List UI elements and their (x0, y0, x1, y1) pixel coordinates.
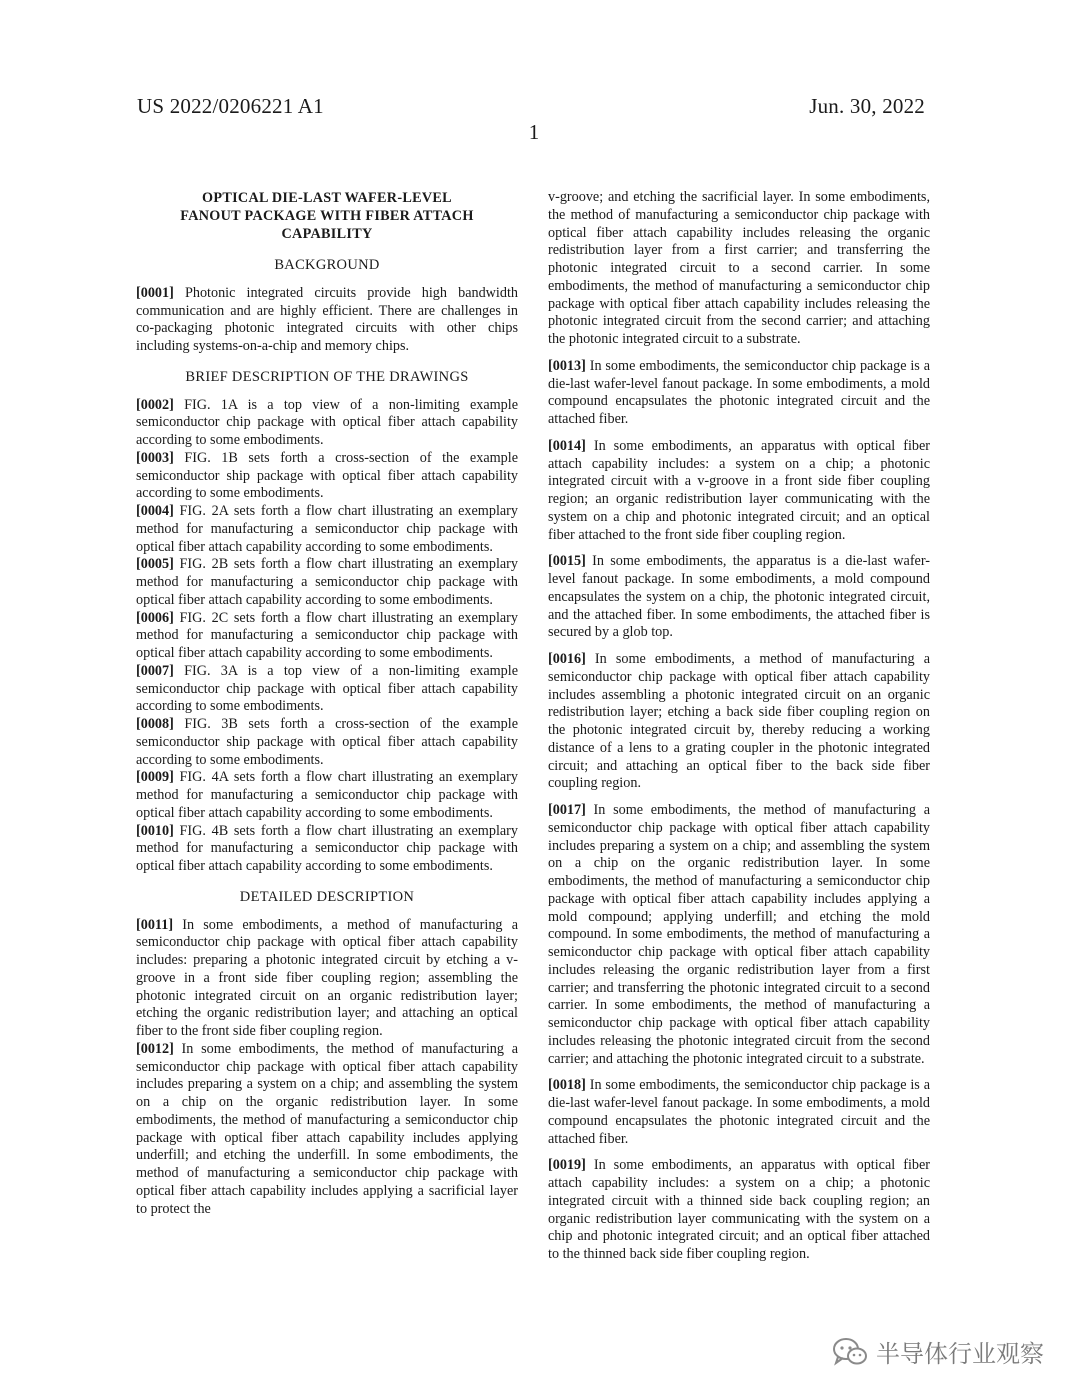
paragraph-0006 (136, 610, 518, 663)
paragraph-text: FIG. 4B sets forth a flow chart illustrating an exemplary method for manufacturing a semiconductor chip package with optical fiber attach capability according to some embodiments. (136, 822, 518, 874)
paragraph-number: [0010] (136, 822, 174, 839)
paragraph-0009 (136, 769, 518, 822)
paragraph-number: [0006] (136, 609, 174, 626)
paragraph-text: FIG. 3B sets forth a cross-section of the example semiconductor ship package with optical fiber attach capability according to some embodiments. (136, 716, 518, 768)
paragraph-text: FIG. 1B sets forth a cross-section of the example semiconductor ship package with optical fiber attach capability according to some embodiments. (136, 449, 518, 502)
paragraph-number: [0008] (136, 716, 174, 732)
paragraph-0017 (548, 802, 930, 1068)
document-title (136, 189, 518, 243)
paragraph-text: FIG. 2A sets forth a flow chart illustrating an exemplary method for manufacturing a semiconductor chip package with optical fiber attach capability according to some embodiments. (136, 503, 518, 555)
paragraph-0014 (548, 438, 930, 545)
paragraph-0018 (548, 1077, 930, 1148)
paragraph-number: [0004] (136, 503, 174, 519)
paragraph-0010 (136, 823, 518, 876)
paragraph-text: v-groove; and etching the sacrificial layer. In some embodiments, the method of manufacturing a semiconductor chip package with optical fiber attach capability includes releasing the organic redistribution layer from a first carrier; and transferring the photonic integrated circuit to a second carrier. In some embodiments, the method of manufacturing a semiconductor chip package with optical fiber attach capability includes releasing the photonic integrated circuit from the second carrier; and attaching the photonic integrated circuit to a substrate. (548, 189, 930, 347)
paragraph-number: [0002] (136, 396, 174, 413)
paragraph-number: [0012] (136, 1040, 174, 1057)
paragraph-0001 (136, 285, 518, 356)
paragraph-0004 (136, 503, 518, 556)
paragraph-0015 (548, 553, 930, 642)
publication-number: US 2022/0206221 A1 (137, 94, 324, 118)
title-line-2: FANOUT PACKAGE WITH FIBER ATTACH (180, 208, 474, 224)
paragraph-text: In some embodiments, the semiconductor chip package is a die-last wafer-level fanout package. In some embodiments, a mold compound encapsulates the photonic integrated circuit and the attached fiber. (548, 357, 931, 427)
paragraph-0012-part-2 (548, 189, 930, 349)
watermark (832, 1334, 1044, 1369)
paragraph-text: FIG. 2C sets forth a flow chart illustrating an exemplary method for manufacturing a semiconductor chip package with optical fiber attach capability according to some embodiments. (136, 609, 518, 661)
title-line-3: CAPABILITY (281, 226, 373, 242)
paragraph-0005 (136, 556, 518, 609)
paragraph-number: [0005] (136, 556, 174, 573)
paragraph-number: [0014] (548, 437, 586, 454)
paragraph-text: In some embodiments, the method of manufacturing a semiconductor chip package with optical fiber attach capability includes preparing a system on a chip; and assembling the system on a chip on the organic redistribution layer. In some embodiments, the method of manufacturing a semiconductor chip package with optical fiber attach capability includes applying underfill; and etching the underfill. In some embodiments, the method of manufacturing a semiconductor chip package with optical fiber attach capability includes applying a sacrificial layer to protect the (136, 1040, 518, 1217)
title-line-1: OPTICAL DIE-LAST WAFER-LEVEL (202, 190, 452, 206)
paragraph-text: In some embodiments, a method of manufacturing a semiconductor chip package with optical fiber attach capability includes: preparing a photonic integrated circuit by etching a v-groove in a front side fiber coupling region; assembling the photonic integrated circuit on an organic redistribution layer; etching the organic redistribution layer; and attaching an optical fiber to the front side fiber coupling region. (136, 916, 518, 1039)
heading-detailed-description: DETAILED DESCRIPTION (239, 888, 415, 905)
paragraph-text: FIG. 3A is a top view of a non-limiting example semiconductor chip package with optical fiber attach capability according to some embodiments. (136, 662, 518, 715)
heading-brief-description: BRIEF DESCRIPTION OF THE DRAWINGS (185, 368, 469, 385)
paragraph-text: FIG. 1A is a top view of a non-limiting example semiconductor chip package with optical fiber attach capability according to some embodiments. (136, 396, 518, 448)
wechat-icon (832, 1337, 868, 1367)
paragraph-text: FIG. 4A sets forth a flow chart illustrating an exemplary method for manufacturing a semiconductor chip package with optical fiber attach capability according to some embodiments. (136, 769, 518, 821)
paragraph-0013 (548, 358, 930, 429)
right-column (548, 189, 930, 1273)
paragraph-0008 (136, 716, 518, 769)
paragraph-number: [0013] (548, 357, 586, 374)
paragraph-0007 (136, 663, 518, 716)
page-number: 1 (528, 120, 540, 144)
paragraph-text: In some embodiments, the semiconductor chip package is a die-last wafer-level fanout package. In some embodiments, a mold compound encapsulates the photonic integrated circuit and the attached fiber. (548, 1077, 931, 1147)
paragraph-0003 (136, 450, 518, 503)
paragraph-text: In some embodiments, the apparatus is a die-last wafer-level fanout package. In some embodiments, a mold compound encapsulates the system on a chip, the photonic integrated circuit, and the attached fiber. In some embodiments, the attached fiber is secured by a glob top. (548, 553, 931, 641)
paragraph-text: FIG. 2B sets forth a flow chart illustrating an exemplary method for manufacturing a semiconductor chip package with optical fiber attach capability according to some embodiments. (136, 556, 518, 608)
left-column (136, 189, 518, 1218)
paragraph-number: [0015] (548, 553, 586, 570)
paragraph-0012-part-1 (136, 1041, 518, 1219)
paragraph-0002 (136, 397, 518, 450)
heading-background: BACKGROUND (274, 257, 380, 273)
paragraph-number: [0018] (548, 1077, 586, 1094)
paragraph-text: In some embodiments, an apparatus with optical fiber attach capability includes: a system on a chip; a photonic integrated circuit with a thinned side back coupling region; an organic redistribution layer communicating with the system on a chip and photonic integrated circuit; and an optical fiber attached to the thinned back side fiber coupling region. (548, 1157, 931, 1262)
paragraph-0019 (548, 1157, 930, 1264)
publication-date: Jun. 30, 2022 (809, 94, 925, 118)
paragraph-number: [0003] (136, 449, 174, 466)
paragraph-number: [0017] (548, 802, 586, 818)
paragraph-text: In some embodiments, a method of manufacturing a semiconductor chip package with optical fiber attach capability includes assembling a photonic integrated circuit on an organic redistribution layer; etching a back side fiber coupling region on the photonic integrated circuit by, thereby reducing a working distance of a lens to a grating coupler in the photonic integrated circuit; and attaching an optical fiber to the back side fiber coupling region. (548, 651, 930, 792)
paragraph-text: Photonic integrated circuits provide high bandwidth communication and are highly efficient. There are challenges in co-packaging photonic integrated circuits with other chips including systems-on-a-chip and memory chips. (136, 284, 519, 354)
paragraph-number: [0019] (548, 1157, 586, 1174)
watermark-text: 半导体行业观察 (876, 1340, 1044, 1368)
paragraph-number: [0016] (548, 651, 586, 667)
paragraph-text: In some embodiments, the method of manufacturing a semiconductor chip package with optical fiber attach capability includes preparing a system on a chip; and assembling the system on a chip on the organic redistribution layer. In some embodiments, the method of manufacturing a semiconductor chip package with optical fiber attach capability includes applying a mold compound; applying underfill; and etching the mold compound. In some embodiments, the method of manufacturing a semiconductor chip package with optical fiber attach capability includes releasing the organic redistribution layer from a first carrier; and transferring the photonic integrated circuit to a second carrier. In some embodiments, the method of manufacturing a semiconductor chip package with optical fiber attach capability includes releasing the photonic integrated circuit from the second carrier; and attaching the photonic integrated circuit to a substrate. (548, 802, 930, 1067)
paragraph-number: [0001] (136, 284, 174, 301)
paragraph-number: [0011] (136, 916, 174, 933)
paragraph-0011 (136, 917, 518, 1041)
paragraph-number: [0009] (136, 769, 174, 786)
paragraph-text: In some embodiments, an apparatus with optical fiber attach capability includes: a system on a chip; a photonic integrated circuit with a v-groove in a front side fiber coupling region; an organic redistribution layer communicating with the system on a chip and photonic integrated circuit; and an optical fiber attached to the front side fiber coupling region. (548, 437, 931, 543)
paragraph-number: [0007] (136, 662, 174, 679)
paragraph-0016 (548, 651, 930, 793)
